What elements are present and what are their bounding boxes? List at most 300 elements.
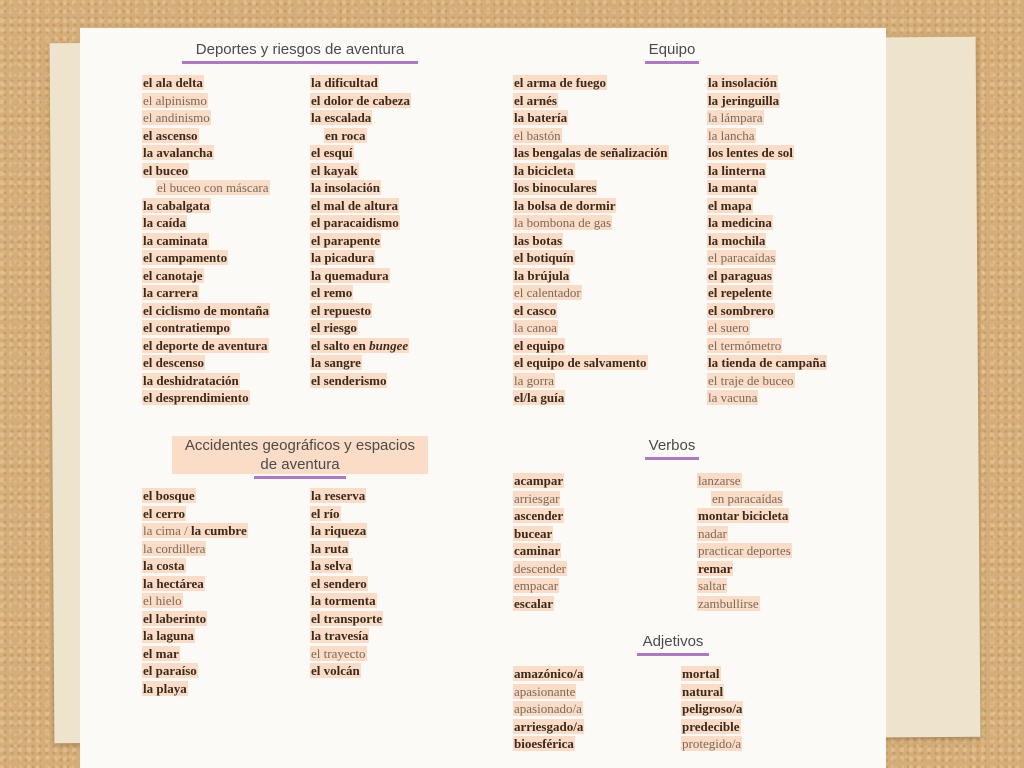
vocab-word <box>697 473 742 488</box>
vocab-item <box>142 645 248 663</box>
vocab-item <box>142 302 270 320</box>
vocab-item <box>310 232 411 250</box>
vocab-item <box>142 487 248 505</box>
vocab-word <box>142 390 250 405</box>
vocab-word <box>310 215 400 230</box>
vocab-word-text: el senderismo <box>311 372 387 388</box>
vocab-word-text: la caída <box>143 215 186 230</box>
vocab-word-text: el paraguas <box>708 267 772 283</box>
vocab-word-text: el deporte de aventura <box>143 337 268 353</box>
vocab-word-text: la deshidratación <box>143 372 239 388</box>
vocab-item <box>697 507 792 525</box>
vocab-item <box>142 627 248 645</box>
vocab-word-text: amazónico/a <box>514 666 584 681</box>
vocab-item <box>707 337 827 355</box>
vocab-word <box>707 268 773 283</box>
vocab-word-text: la mochila <box>708 232 766 248</box>
vocab-word <box>711 491 783 506</box>
vocab-word-text: la caminata <box>143 232 208 248</box>
vocab-item <box>707 197 827 215</box>
vocab-word-text: la lancha <box>708 127 755 143</box>
vocab-word-text: la carrera <box>143 285 198 300</box>
vocab-word <box>310 355 362 370</box>
vocab-item <box>310 575 383 593</box>
vocab-item <box>513 525 567 543</box>
vocab-word <box>681 719 741 734</box>
vocab-word <box>513 373 555 388</box>
vocab-word <box>310 558 353 573</box>
heading-deportes-text: Deportes y riesgos de aventura <box>195 41 405 58</box>
vocab-item <box>142 232 270 250</box>
vocab-word-text: la jeringuilla <box>708 92 780 108</box>
vocab-item <box>142 662 248 680</box>
vocab-word <box>310 268 390 283</box>
vocab-word-text: saltar <box>698 578 727 593</box>
vocab-item <box>707 267 827 285</box>
vocab-word-text: el trayecto <box>311 645 366 661</box>
vocab-item <box>697 577 792 595</box>
vocab-word-text: el bosque <box>143 488 195 503</box>
vocab-item <box>142 109 270 127</box>
vocab-word <box>142 320 231 335</box>
vocab-item <box>142 214 270 232</box>
vocab-word <box>310 250 375 265</box>
vocab-item <box>681 718 743 736</box>
vocab-word <box>513 163 575 178</box>
vocab-word-text: la picadura <box>311 250 375 265</box>
vocab-word-text: bioesférica <box>514 736 574 751</box>
vocab-item <box>697 542 792 560</box>
vocab-word <box>697 543 792 558</box>
heading-equipo-text: Equipo <box>648 41 696 58</box>
vocab-item <box>681 735 743 753</box>
vocab-word-text: el termómetro <box>708 337 782 353</box>
vocab-item <box>310 74 411 92</box>
vocab-item <box>142 162 270 180</box>
list-deportes-col1 <box>142 74 270 407</box>
vocab-item <box>142 267 270 285</box>
vocab-word <box>513 473 564 488</box>
vocab-word <box>310 163 359 178</box>
vocab-word <box>513 736 575 751</box>
vocab-word-text: las botas <box>514 232 563 248</box>
heading-underline <box>182 61 418 64</box>
heading-underline <box>645 457 699 460</box>
vocab-word <box>513 93 558 108</box>
vocab-word-text: la batería <box>514 110 568 125</box>
vocab-item <box>142 372 270 390</box>
vocab-word <box>513 390 565 405</box>
vocab-word-text: el transporte <box>311 610 383 626</box>
vocab-item <box>707 319 827 337</box>
vocab-word <box>707 163 766 178</box>
vocab-item <box>513 92 669 110</box>
vocab-item <box>513 127 669 145</box>
vocab-word-text: el salto en <box>311 337 366 353</box>
vocab-word-text: el buceo <box>143 162 189 178</box>
vocab-word <box>310 198 399 213</box>
vocab-word-text: la cabalgata <box>143 197 210 213</box>
vocab-item <box>142 505 248 523</box>
vocab-word <box>707 303 775 318</box>
vocab-word-extra: bungee <box>369 337 409 353</box>
vocab-item <box>707 354 827 372</box>
vocab-word-text: el arma de fuego <box>514 75 607 90</box>
vocab-item <box>142 592 248 610</box>
vocab-word-text: la dificultad <box>311 75 378 90</box>
vocab-word <box>142 541 206 556</box>
vocab-word-text: el campamento <box>143 250 228 265</box>
vocab-word-text: el/la guía <box>514 390 565 405</box>
vocab-word <box>310 663 361 678</box>
vocab-word <box>513 684 576 699</box>
vocab-item <box>513 718 584 736</box>
vocab-item <box>707 284 827 302</box>
vocab-word-text: la ruta <box>311 540 349 556</box>
vocab-word-text: el paracaidismo <box>311 215 399 230</box>
vocab-item <box>310 610 383 628</box>
vocab-item <box>142 319 270 337</box>
vocabulary-page <box>80 28 886 768</box>
vocab-item <box>681 683 743 701</box>
vocab-item <box>513 700 584 718</box>
vocab-word <box>142 285 199 300</box>
vocab-item <box>310 522 383 540</box>
vocab-word <box>142 506 186 521</box>
vocab-word <box>681 666 721 681</box>
vocab-word <box>707 145 794 160</box>
vocab-word-text: el sombrero <box>708 302 774 318</box>
vocab-word-text: practicar deportes <box>698 543 791 558</box>
vocab-word-text: la quemadura <box>311 267 389 283</box>
vocab-item <box>310 92 411 110</box>
heading-accidentes-line2: de aventura <box>172 455 428 474</box>
vocab-word-text: la sangre <box>311 355 361 370</box>
heading-verbos-text: Verbos <box>648 437 696 454</box>
vocab-item <box>142 249 270 267</box>
vocab-word-text: la bolsa de dormir <box>514 197 616 213</box>
vocab-word <box>310 233 381 248</box>
vocab-word-text: el botiquín <box>514 250 574 265</box>
vocab-item <box>513 162 669 180</box>
vocab-word <box>142 233 209 248</box>
vocab-word-text: el andinismo <box>143 110 210 125</box>
vocab-word <box>697 561 733 576</box>
vocab-word <box>707 355 827 370</box>
vocab-word-text: en roca <box>325 127 366 143</box>
vocab-word-text: la reserva <box>311 488 366 503</box>
vocab-word <box>310 180 381 195</box>
vocab-item <box>310 592 383 610</box>
vocab-item <box>310 505 383 523</box>
vocab-item <box>513 284 669 302</box>
vocab-word <box>513 701 583 716</box>
vocab-word-text: la riqueza <box>311 523 367 538</box>
vocab-item <box>310 249 411 267</box>
vocab-word <box>310 285 353 300</box>
vocab-word-text: el kayak <box>311 162 358 178</box>
vocab-word <box>142 163 189 178</box>
vocab-word <box>142 268 204 283</box>
vocab-word <box>513 250 575 265</box>
vocab-item <box>707 74 827 92</box>
vocab-word <box>707 180 758 195</box>
vocab-word-text: el mapa <box>708 197 752 213</box>
vocab-item <box>310 144 411 162</box>
vocab-word <box>707 110 764 125</box>
vocab-item <box>513 232 669 250</box>
vocab-word <box>310 373 387 388</box>
vocab-item <box>707 92 827 110</box>
vocab-word-text: la avalancha <box>143 145 213 160</box>
vocab-item <box>513 507 567 525</box>
vocab-word-text: zambullirse <box>698 595 759 611</box>
heading-underline <box>637 653 709 656</box>
vocab-word-text: el cerro <box>143 505 185 521</box>
vocab-item <box>697 525 792 543</box>
vocab-word-text: la tienda de campaña <box>708 355 827 370</box>
list-verbos-col2 <box>697 472 792 612</box>
vocab-item <box>513 337 669 355</box>
vocab-word <box>513 198 616 213</box>
vocab-item <box>513 372 669 390</box>
vocab-word-text: apasionante <box>514 683 576 699</box>
vocab-word-text: el ascenso <box>143 127 198 143</box>
vocab-word-text: la canoa <box>514 320 557 335</box>
vocab-item <box>142 127 270 145</box>
vocab-item <box>681 700 743 718</box>
vocab-item <box>310 337 411 355</box>
vocab-word <box>142 663 198 678</box>
vocab-word-text: la bombona de gas <box>514 215 612 230</box>
vocab-word <box>142 593 183 608</box>
vocab-word <box>310 611 383 626</box>
vocab-word-text: el bastón <box>514 127 561 143</box>
vocab-item <box>707 372 827 390</box>
vocab-item <box>142 680 248 698</box>
vocab-word <box>142 488 196 503</box>
vocab-item <box>707 232 827 250</box>
vocab-word <box>310 523 367 538</box>
vocab-item <box>142 540 248 558</box>
vocab-word-text: la tormenta <box>311 593 376 608</box>
vocab-word-text: la lámpara <box>708 110 763 125</box>
vocab-word <box>707 233 766 248</box>
list-verbos-col1 <box>513 472 567 612</box>
vocab-word-text: la brújula <box>514 267 570 283</box>
vocab-word <box>513 75 607 90</box>
vocab-word-text: la vacuna <box>708 390 758 405</box>
vocab-item <box>310 662 383 680</box>
vocab-item <box>310 487 383 505</box>
vocab-item <box>697 595 792 613</box>
vocab-word-text: el volcán <box>311 663 360 678</box>
vocab-item <box>513 490 567 508</box>
vocab-word-text: la insolación <box>311 180 380 195</box>
vocab-word <box>513 578 559 593</box>
vocab-word <box>142 303 270 318</box>
vocab-item <box>697 490 792 508</box>
vocab-word <box>142 628 195 643</box>
vocab-word <box>513 526 553 541</box>
vocab-word <box>707 285 773 300</box>
vocab-word-text: el contratiempo <box>143 320 231 335</box>
vocab-item <box>513 214 669 232</box>
vocab-word <box>681 701 743 716</box>
vocab-word <box>513 180 597 195</box>
vocab-word <box>142 558 186 573</box>
vocab-item <box>310 302 411 320</box>
vocab-word-text: mortal <box>682 666 720 681</box>
vocab-word <box>681 736 742 751</box>
vocab-word <box>513 285 582 300</box>
vocab-item <box>513 735 584 753</box>
vocab-word <box>310 320 358 335</box>
vocab-word-text: el mal de altura <box>311 197 399 213</box>
vocab-word-text: el dolor de cabeza <box>311 92 411 108</box>
vocab-word-text: la selva <box>311 558 352 573</box>
vocab-word-text: el equipo de salvamento <box>514 355 647 370</box>
vocab-word-text: la linterna <box>708 162 766 178</box>
vocab-word-text: natural <box>682 683 724 699</box>
vocab-word <box>310 646 367 661</box>
vocab-item <box>513 249 669 267</box>
heading-deportes <box>180 40 420 64</box>
vocab-word <box>707 320 750 335</box>
list-equipo-col1 <box>513 74 669 407</box>
vocab-word <box>310 145 354 160</box>
vocab-item <box>707 109 827 127</box>
vocab-word <box>142 75 204 90</box>
vocab-word-text: el desprendimiento <box>143 390 249 405</box>
vocab-word-text: la bicicleta <box>514 162 574 178</box>
vocab-item <box>513 319 669 337</box>
vocab-item <box>513 472 567 490</box>
vocab-word <box>697 526 728 541</box>
vocab-item <box>310 354 411 372</box>
vocab-item <box>142 389 270 407</box>
vocab-word <box>324 128 367 143</box>
vocab-word-text: el equipo <box>514 337 565 353</box>
vocab-word <box>142 198 211 213</box>
vocab-item <box>707 179 827 197</box>
vocab-word-text: en paracaídas <box>712 490 783 506</box>
vocab-word <box>513 145 669 160</box>
vocab-word-text: la playa <box>143 680 187 696</box>
vocab-word <box>513 666 584 681</box>
vocab-word <box>707 75 778 90</box>
vocab-word-text: los binoculares <box>514 180 597 195</box>
vocab-word <box>142 128 199 143</box>
vocab-item <box>707 162 827 180</box>
vocab-word-text: la medicina <box>708 215 772 230</box>
vocab-item <box>142 575 248 593</box>
vocab-item <box>513 389 669 407</box>
vocab-item <box>513 354 669 372</box>
vocab-item <box>310 179 411 197</box>
vocab-item <box>513 665 584 683</box>
vocab-item <box>310 319 411 337</box>
vocab-word <box>513 303 557 318</box>
vocab-word-text: el río <box>311 505 340 521</box>
vocab-item <box>310 645 383 663</box>
heading-underline <box>645 61 699 64</box>
vocab-word-text: la cima / <box>143 523 192 538</box>
vocab-word <box>142 93 208 108</box>
vocab-word <box>707 93 780 108</box>
vocab-word <box>310 110 372 125</box>
heading-equipo <box>636 40 708 64</box>
vocab-item <box>513 179 669 197</box>
vocab-word-text: la costa <box>143 558 185 573</box>
vocab-word-text: la escalada <box>311 110 372 125</box>
vocab-item <box>142 284 270 302</box>
vocab-word-text: la manta <box>708 180 757 195</box>
vocab-word-text: bucear <box>514 525 553 541</box>
vocab-item <box>142 557 248 575</box>
vocab-word <box>513 215 612 230</box>
vocab-word <box>142 646 180 661</box>
vocab-word <box>310 541 349 556</box>
vocab-word-text: el parapente <box>311 232 380 248</box>
vocab-item <box>310 540 383 558</box>
vocab-item <box>681 665 743 683</box>
vocab-word <box>310 488 366 503</box>
vocab-word-text: el casco <box>514 302 557 318</box>
vocab-word <box>513 561 567 576</box>
vocab-word <box>513 233 563 248</box>
vocab-word-text: el repelente <box>708 285 772 300</box>
vocab-word-text: descender <box>514 560 566 576</box>
list-equipo-col2 <box>707 74 827 407</box>
vocab-word-text: ascender <box>514 508 564 523</box>
vocab-word <box>513 128 562 143</box>
vocab-word <box>513 268 570 283</box>
vocab-item <box>697 472 792 490</box>
vocab-item <box>142 144 270 162</box>
vocab-item <box>707 249 827 267</box>
vocab-word-text: el canotaje <box>143 267 203 283</box>
vocab-word-text: la cordillera <box>143 540 206 556</box>
vocab-item <box>513 109 669 127</box>
vocab-item <box>707 214 827 232</box>
vocab-word-text: arriesgar <box>514 490 560 506</box>
vocab-item <box>310 197 411 215</box>
vocab-word <box>142 373 240 388</box>
vocab-item <box>142 179 270 197</box>
vocab-item <box>513 267 669 285</box>
vocab-word-text: el hielo <box>143 593 182 608</box>
vocab-word-text: la laguna <box>143 628 194 643</box>
vocab-item <box>697 560 792 578</box>
vocab-item <box>142 337 270 355</box>
heading-adjetivos <box>630 632 716 656</box>
vocab-item <box>513 197 669 215</box>
vocab-word-text: el riesgo <box>311 320 357 335</box>
vocab-word <box>310 303 372 318</box>
vocab-word-text: la insolación <box>708 75 777 90</box>
vocab-word-text: escalar <box>514 595 553 611</box>
vocab-word <box>707 250 776 265</box>
heading-adjetivos-text: Adjetivos <box>642 633 704 650</box>
vocab-word <box>513 508 564 523</box>
vocab-word <box>697 578 727 593</box>
vocab-word <box>142 681 188 696</box>
vocab-word <box>142 611 207 626</box>
vocab-item <box>707 389 827 407</box>
vocab-word-text: apasionado/a <box>514 701 582 716</box>
vocab-word <box>513 338 565 353</box>
